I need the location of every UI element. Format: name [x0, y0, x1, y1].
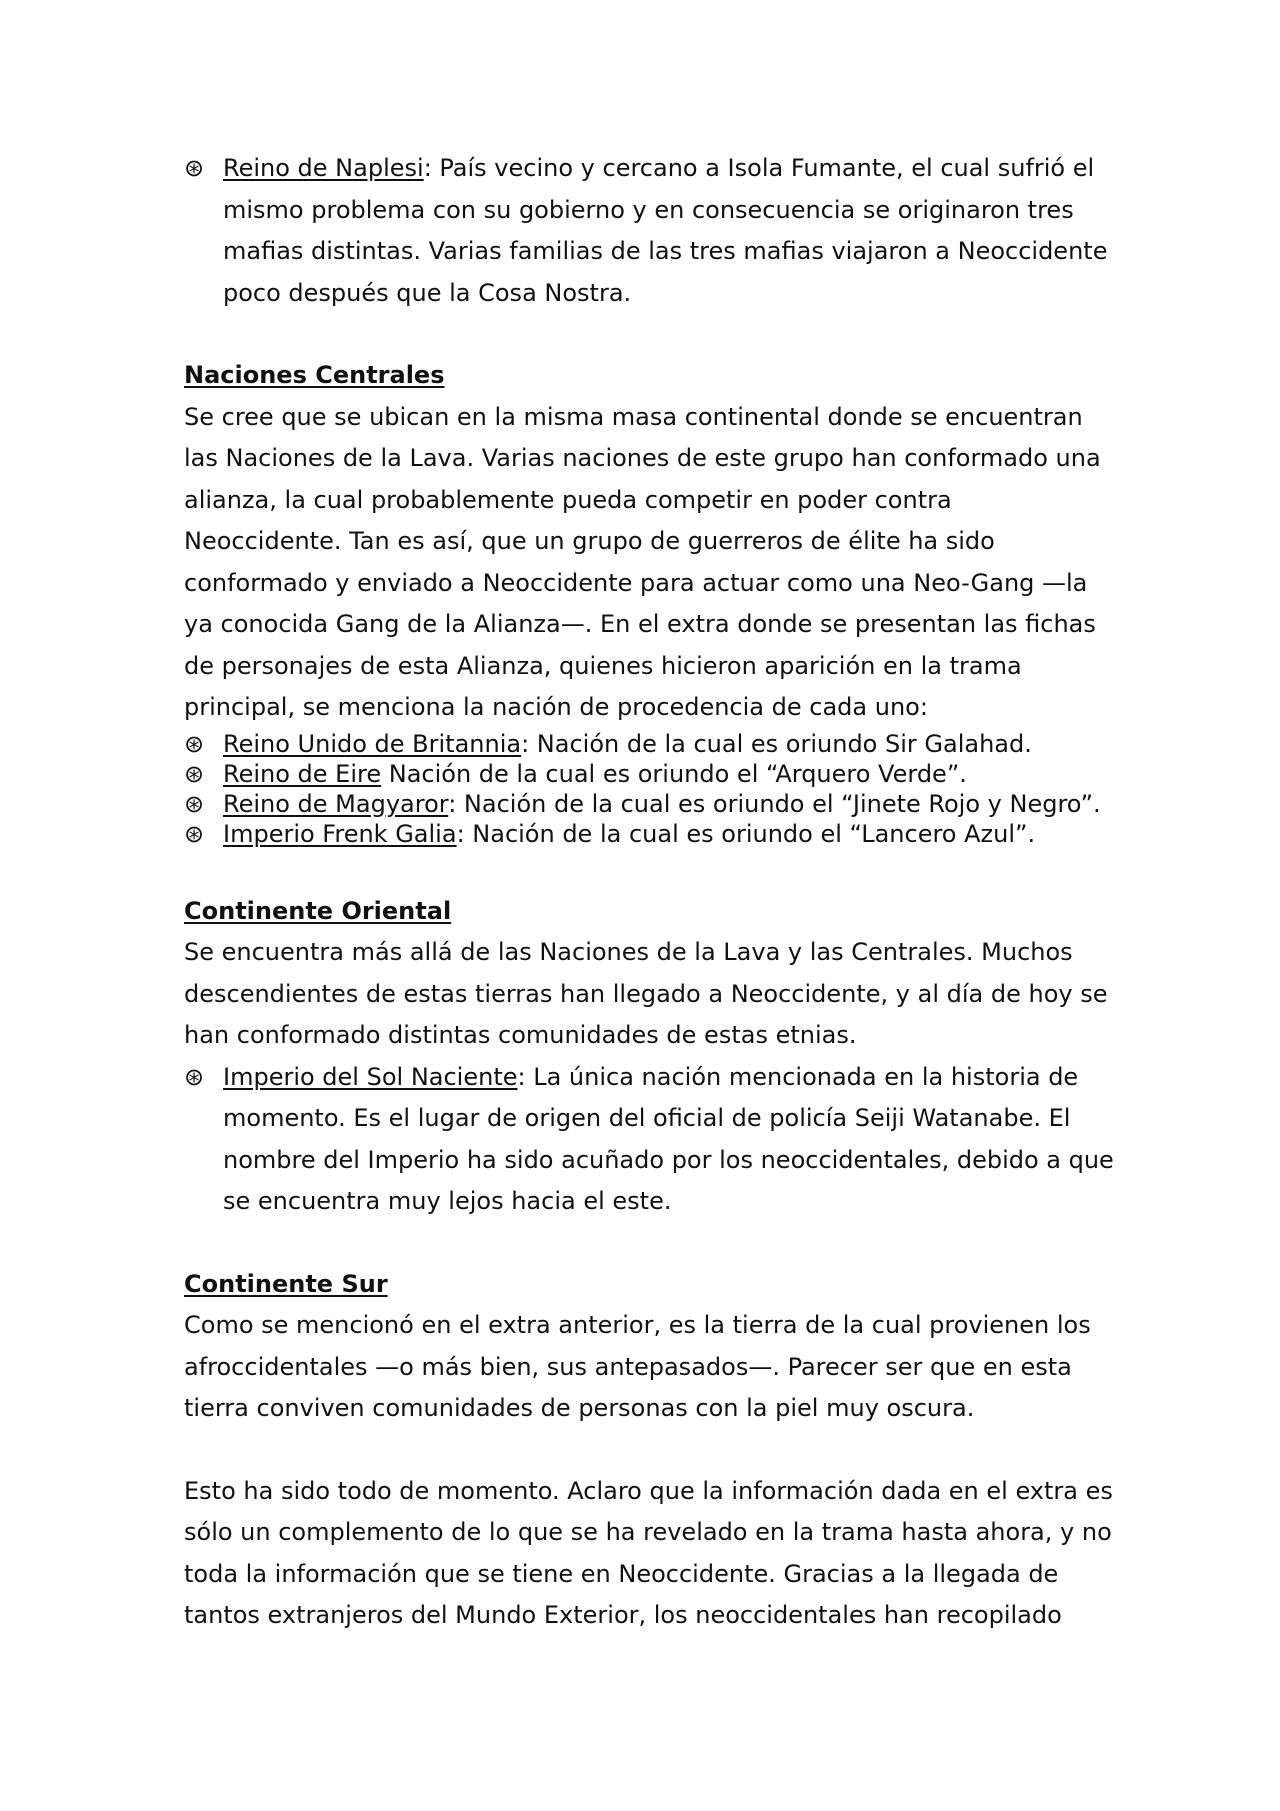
bullet-icon: ⊛ — [184, 729, 205, 758]
country-name: Reino de Magyaror — [223, 789, 449, 818]
list-item-sol-naciente — [184, 1057, 1114, 1223]
list-centrales — [184, 729, 1114, 849]
bullet-icon: ⊛ — [184, 819, 205, 848]
country-name: Imperio Frenk Galia — [223, 819, 457, 848]
bullet-icon: ⊛ — [184, 154, 205, 182]
country-description: Nación de la cual es oriundo el “Arquero Verde”. — [381, 759, 967, 788]
bullet-icon: ⊛ — [184, 1062, 205, 1091]
list-item — [184, 789, 1114, 819]
list-item — [184, 819, 1114, 849]
country-description: : La única nación mencionada en la historia de momento. Es el lugar de origen del oficial de policía Seiji Watanabe. El nombre del Imperio ha sido acuñado por los neoccidentales, debido a que se encuentra muy lejos hacia el este. — [223, 1062, 1114, 1215]
section-paragraph-sur: Como se mencionó en el extra anterior, es la tierra de la cual provienen los afroccidentales —o más bien, sus antepasados—. Parecer ser que en esta tierra conviven comunidades de personas con la piel muy oscura. — [184, 1311, 1091, 1422]
section-paragraph-centrales: Se cree que se ubican en la misma masa continental donde se encuentran las Naciones de la Lava. Varias naciones de este grupo han conformado una alianza, la cual probablemente pueda competir en poder contra Neoccidente. Tan es así, que un grupo de guerreros de élite ha sido conformado y enviado a Neoccidente para actuar como una Neo-Gang —la ya conocida Gang de la Alianza—. En el extra donde se presentan las fichas de personajes de esta Alianza, quienes hicieron aparición en la trama principal, se menciona la nación de procedencia de cada uno: — [184, 402, 1101, 721]
list-item — [184, 759, 1114, 789]
bullet-icon: ⊛ — [184, 759, 205, 788]
country-name: Imperio del Sol Naciente — [223, 1062, 518, 1091]
closing-paragraph: Esto ha sido todo de momento. Aclaro que la información dada en el extra es sólo un complemento de lo que se ha revelado en la trama hasta ahora, y no toda la información que se tiene en Neoccidente. Gracias a la llegada de tantos extranjeros del Mundo Exterior, los neoccidentales han recopilado — [184, 1476, 1113, 1629]
country-name: Reino de Eire — [223, 759, 382, 788]
section-heading-centrales: Naciones Centrales — [184, 361, 445, 389]
country-name: Reino Unido de Britannia — [223, 729, 522, 758]
country-name: Reino de Naplesi — [223, 154, 424, 182]
list-item — [184, 729, 1114, 759]
section-paragraph-oriental: Se encuentra más allá de las Naciones de la Lava y las Centrales. Muchos descendientes de estas tierras han llegado a Neoccidente, y al día de hoy se han conformado distintas comunidades de estas etnias. — [184, 938, 1108, 1049]
list-item-naplesi — [184, 148, 1114, 314]
country-description: : País vecino y cercano a Isola Fumante, el cual sufrió el mismo problema con su gobierno y en consecuencia se originaron tres mafias distintas. Varias familias de las tres mafias viajaron a Neoccidente poco después que la Cosa Nostra. — [223, 154, 1108, 307]
country-description: : Nación de la cual es oriundo Sir Galahad. — [521, 729, 1032, 758]
country-description: : Nación de la cual es oriundo el “Lancero Azul”. — [456, 819, 1036, 848]
section-heading-sur: Continente Sur — [184, 1269, 388, 1298]
country-description: : Nación de la cual es oriundo el “Jinete Rojo y Negro”. — [448, 789, 1101, 818]
section-heading-oriental: Continente Oriental — [184, 896, 452, 925]
bullet-icon: ⊛ — [184, 789, 205, 818]
document-page — [184, 148, 1114, 1637]
